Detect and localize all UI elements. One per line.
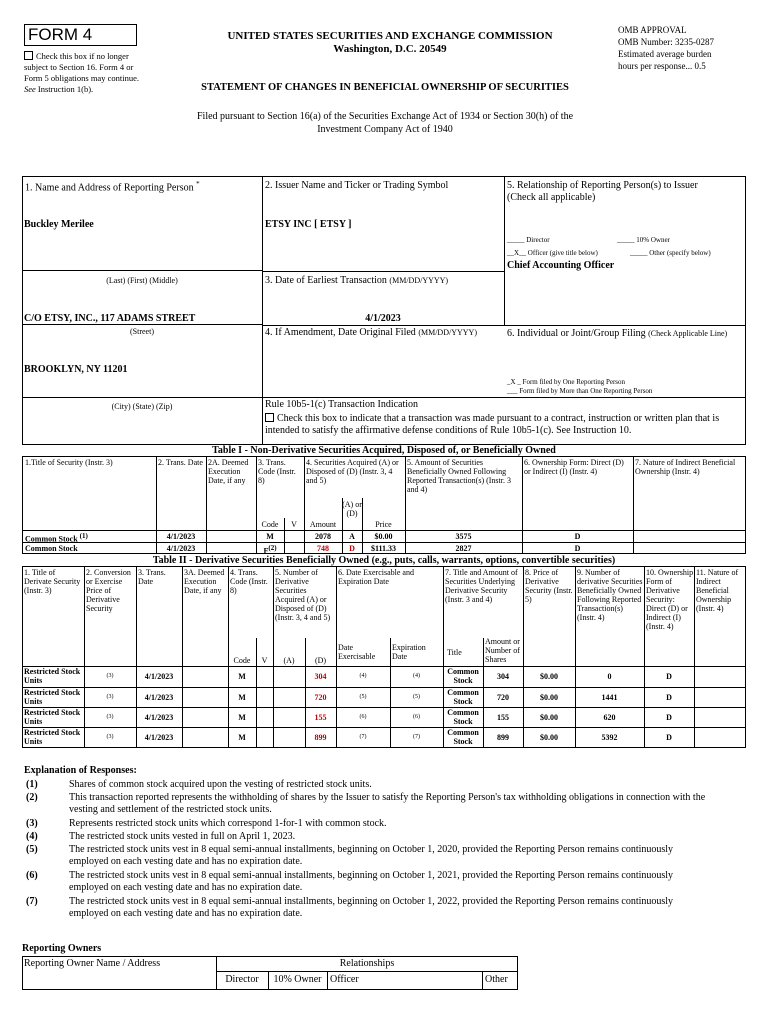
box2-label: 2. Issuer Name and Ticker or Trading Symbol xyxy=(265,180,449,191)
t1-r2-form: D xyxy=(574,544,581,553)
box5-label: 5. Relationship of Reporting Person(s) to Issuer (Check all applicable) xyxy=(507,180,698,203)
t1-h1: 1.Title of Security (Instr. 3) xyxy=(25,458,113,467)
t2-r3-d: 155 xyxy=(314,713,327,722)
t2-r2-title: Restricted Stock Units xyxy=(24,688,81,706)
explanation-number: (1) xyxy=(26,779,38,790)
t2-r3-utitle: Common Stock xyxy=(447,708,479,726)
owners-col-officer: Officer xyxy=(330,974,359,985)
t2-r3-exp: (6) xyxy=(413,714,420,720)
t2-h7: 7. Title and Amount of Securities Underlying Derivative Security (Instr. 3 and 4) xyxy=(445,568,518,604)
explanation-number: (6) xyxy=(26,870,38,881)
explanation-number: (2) xyxy=(26,792,38,803)
explanation-title: Explanation of Responses: xyxy=(24,765,137,776)
t2-r1-uamt: 304 xyxy=(497,672,509,681)
t2-sub-title: Title xyxy=(447,648,462,657)
t2-sub-code: Code xyxy=(233,656,251,665)
agency-line2: Washington, D.C. 20549 xyxy=(333,43,447,55)
t2-r2-utitle: Common Stock xyxy=(447,688,479,706)
relationship-director: _____ Director xyxy=(507,236,550,244)
t2-h11: 11. Nature of Indirect Beneficial Ownership (Instr. 4) xyxy=(696,568,739,613)
t2-sub-v: V xyxy=(261,656,268,665)
t2-r3-conv: (3) xyxy=(106,714,114,720)
explanation-text: The restricted stock units vest in 8 equal semi-annual installments, beginning on October 1, 2022, provided the Reporting Person remains continuously employed on each vesting date and has no expiration date. xyxy=(69,896,674,919)
explanation-number: (7) xyxy=(26,896,38,907)
t1-r1-form: D xyxy=(574,532,581,541)
t2-r3-title: Restricted Stock Units xyxy=(24,708,81,726)
t2-r4-price: $0.00 xyxy=(540,733,558,742)
t2-r3-date: 4/1/2023 xyxy=(144,713,174,722)
t1-sub-price: Price xyxy=(375,520,392,529)
reporting-person-name: Buckley Merilee xyxy=(24,219,94,230)
t2-r4-code: M xyxy=(238,733,246,742)
t1-r2-date: 4/1/2023 xyxy=(166,544,196,553)
t1-sub-aord: (A) or (D) xyxy=(342,500,362,518)
t2-r4-owned: 5392 xyxy=(601,733,618,742)
explanation-text: Shares of common stock acquired upon the vesting of restricted stock units. xyxy=(69,779,372,790)
t2-r4-form: D xyxy=(666,733,672,742)
t2-h1: 1. Title of Derivate Security (Instr. 3) xyxy=(24,568,81,595)
issuer-name: ETSY INC [ ETSY ] xyxy=(265,219,352,230)
filing-one-person: _X _ Form filed by One Reporting Person xyxy=(507,378,626,386)
t2-h3a: 3A. Deemed Execution Date, if any xyxy=(184,568,225,595)
t2-r1-exp: (4) xyxy=(413,673,420,679)
t1-r2-owned: 2827 xyxy=(455,544,472,553)
t2-r1-d: 304 xyxy=(314,672,327,681)
t1-r1-aord: A xyxy=(349,532,355,541)
t2-r4-utitle: Common Stock xyxy=(447,728,479,746)
t2-r3-price: $0.00 xyxy=(540,713,558,722)
box1-label: 1. Name and Address of Reporting Person * xyxy=(25,180,200,194)
t2-r3-uamt: 155 xyxy=(497,713,509,722)
t2-r2-d: 720 xyxy=(314,693,327,702)
t1-r2-code-footnote: (2) xyxy=(268,544,277,552)
t1-r2-amount: 748 xyxy=(317,544,329,553)
t2-r4-exp: (7) xyxy=(413,734,420,740)
t2-sub-d: (D) xyxy=(314,656,327,665)
earliest-transaction-date: 4/1/2023 xyxy=(365,313,401,324)
table2-title: Table II - Derivative Securities Beneficially Owned (e.g., puts, calls, warrants, options, convertible securities) xyxy=(152,555,616,566)
table1-title: Table I - Non-Derivative Securities Acquired, Disposed of, or Beneficially Owned xyxy=(212,445,556,456)
t2-h5: 5. Number of Derivative Securities Acquired (A) or Disposed of (D) (Instr. 3, 4 and 5) xyxy=(275,568,331,622)
t1-sub-v: V xyxy=(291,520,297,529)
explanation-text: The restricted stock units vest in 8 equal semi-annual installments, beginning on October 1, 2021, provided the Reporting Person remains continuously employed on each vesting date and has no expiration date. xyxy=(69,870,674,893)
t2-r4-uamt: 899 xyxy=(497,733,509,742)
explanation-text: The restricted stock units vested in full on April 1, 2023. xyxy=(69,831,296,842)
statement-title: STATEMENT OF CHANGES IN BENEFICIAL OWNERSHIP OF SECURITIES xyxy=(201,82,569,93)
t2-h3: 3. Trans. Date xyxy=(138,568,166,586)
t2-r2-exp: (5) xyxy=(413,694,420,700)
t2-h8: 8. Price of Derivative Security (Instr. 5) xyxy=(525,568,573,604)
t1-sub-amount: Amount xyxy=(309,520,337,529)
t1-h4: 4. Securities Acquired (A) or Disposed of (D) (Instr. 3, 4 and 5) xyxy=(306,458,399,485)
rule-text-block: Check this box to indicate that a transaction was made pursuant to a contract, instruction or written plan that is intended to satisfy the affirmative defense conditions of Rule 10b5-1(c). See Instruction 10. xyxy=(265,413,720,436)
t2-h6: 6. Date Exercisable and Expiration Date xyxy=(338,568,414,586)
explanation-text: The restricted stock units vest in 8 equal semi-annual installments, beginning on October 1, 2020, provided the Reporting Person remains continuously employed on each vesting date and has no expiration date. xyxy=(69,844,674,867)
rule-checkbox[interactable] xyxy=(265,413,274,422)
t2-r1-conv: (3) xyxy=(106,673,114,679)
t1-h6: 6. Ownership Form: Direct (D) or Indirect (I) (Instr. 4) xyxy=(524,458,624,476)
t1-h2: 2. Trans. Date xyxy=(158,458,203,467)
box3-label: 3. Date of Earliest Transaction (MM/DD/YYYY) xyxy=(265,275,449,286)
t2-r1-owned: 0 xyxy=(607,672,612,681)
owners-col-10pct: 10% Owner xyxy=(273,974,322,985)
t2-r3-code: M xyxy=(238,713,246,722)
t2-r4-conv: (3) xyxy=(106,734,114,740)
explanation-number: (5) xyxy=(26,844,38,855)
t1-r1-price: $0.00 xyxy=(374,532,393,541)
t2-r2-date: 4/1/2023 xyxy=(144,693,174,702)
filing-more-persons: ___ Form filed by More than One Reporting Person xyxy=(507,387,653,395)
t1-r1-owned: 3575 xyxy=(455,532,472,541)
owners-col-director: Director xyxy=(225,974,259,985)
city-state-zip: BROOKLYN, NY 11201 xyxy=(24,364,128,375)
agency-line1: UNITED STATES SECURITIES AND EXCHANGE COMMISSION xyxy=(227,30,553,42)
owners-col-other: Other xyxy=(485,974,508,985)
explanation-text: Represents restricted stock units which correspond 1-for-1 with common stock. xyxy=(69,818,387,829)
t2-r2-uamt: 720 xyxy=(497,693,509,702)
filed-pursuant-1: Filed pursuant to Section 16(a) of the Securities Exchange Act of 1934 or Section 30(h) of the xyxy=(196,111,574,122)
officer-title: Chief Accounting Officer xyxy=(507,260,615,271)
t1-r2-title: Common Stock xyxy=(25,544,78,553)
t2-r1-utitle: Common Stock xyxy=(447,667,479,685)
explanation-number: (4) xyxy=(26,831,38,842)
omb-block xyxy=(618,24,758,72)
reporting-owners-title: Reporting Owners xyxy=(22,943,102,954)
t1-h3: 3. Trans. Code (Instr. 8) xyxy=(258,458,296,485)
t2-r1-exer: (4) xyxy=(359,673,367,679)
t2-r3-form: D xyxy=(666,713,672,722)
t2-r3-exer: (6) xyxy=(359,714,367,720)
filed-pursuant-2: Investment Company Act of 1940 xyxy=(317,124,453,135)
form-title: FORM 4 xyxy=(28,25,93,44)
t1-h7: 7. Nature of Indirect Beneficial Ownership (Instr. 4) xyxy=(635,458,736,476)
t1-r1-footnote: (1) xyxy=(79,532,88,540)
t2-sub-amt: Amount or Number of Shares xyxy=(485,637,520,664)
t2-r4-d: 899 xyxy=(314,733,327,742)
t2-h10: 10. Ownership Form of Derivative Security: Direct (D) or Indirect (I) (Instr. 4) xyxy=(646,568,694,631)
omb-number: OMB Number: 3235-0287 xyxy=(618,37,714,47)
omb-burden: Estimated average burden xyxy=(618,49,712,59)
t1-h5: 5. Amount of Securities Beneficially Owned Following Reported Transaction(s) (Instr. 3 and 4) xyxy=(407,458,511,494)
t2-r2-exer: (5) xyxy=(359,694,367,700)
t2-sub-exer: Date Exercisable xyxy=(338,643,376,661)
t1-r1-code: M xyxy=(266,532,274,541)
t1-r2-code: $F^{(2)}$ xyxy=(263,544,277,556)
t2-r1-price: $0.00 xyxy=(540,672,558,681)
t1-r2-aord: D xyxy=(349,544,355,553)
box6-label: 6. Individual or Joint/Group Filing (Check Applicable Line) xyxy=(507,328,728,339)
name-sublabel: (Last) (First) (Middle) xyxy=(106,276,178,285)
owners-col-name: Reporting Owner Name / Address xyxy=(24,958,161,969)
t2-r1-code: M xyxy=(238,672,246,681)
t1-r1-date: 4/1/2023 xyxy=(166,532,196,541)
t2-r2-form: D xyxy=(666,693,672,702)
t2-r1-form: D xyxy=(666,672,672,681)
relationship-officer: __X__ Officer (give title below) xyxy=(507,249,598,257)
t2-r3-owned: 620 xyxy=(603,713,616,722)
t2-r2-conv: (3) xyxy=(106,694,114,700)
t2-r4-exer: (7) xyxy=(359,734,367,740)
omb-approval: OMB APPROVAL xyxy=(618,25,687,35)
t1-r1-title: Common Stock $^{(1)}$ xyxy=(25,532,88,544)
t2-h4: 4. Trans. Code (Instr. 8) xyxy=(230,568,268,595)
street-address: C/O ETSY, INC., 117 ADAMS STREET xyxy=(24,313,196,324)
t2-sub-a: (A) xyxy=(283,656,295,665)
t1-h2a: 2A. Deemed Execution Date, if any xyxy=(208,458,249,485)
street-sublabel: (Street) xyxy=(130,327,154,336)
t2-r4-date: 4/1/2023 xyxy=(144,733,174,742)
explanation-number: (3) xyxy=(26,818,38,829)
relationship-other: _____ Other (specify below) xyxy=(630,249,711,257)
box1-footnote: * xyxy=(196,180,200,188)
box4-label: 4. If Amendment, Date Original Filed (MM/DD/YYYY) xyxy=(265,327,477,338)
t2-r2-price: $0.00 xyxy=(540,693,558,702)
t1-r1-amount: 2078 xyxy=(315,532,331,541)
t1-r2-price: $111.33 xyxy=(370,544,397,553)
t2-sub-exp: Expiration Date xyxy=(392,643,426,661)
t2-r4-title: Restricted Stock Units xyxy=(24,728,81,746)
t2-r1-date: 4/1/2023 xyxy=(144,672,174,681)
owners-col-relationships: Relationships xyxy=(339,958,395,969)
section16-checkbox[interactable] xyxy=(24,51,33,60)
t1-sub-code: Code xyxy=(261,520,279,529)
explanation-text: This transaction reported represents the withholding of shares by the Issuer to satisfy the Reporting Person's tax withholding obligations in connection with the vesting and settlement of the restricted stock units. xyxy=(69,792,706,815)
t2-r2-code: M xyxy=(238,693,246,702)
city-sublabel: (City) (State) (Zip) xyxy=(111,402,173,411)
t2-r1-title: Restricted Stock Units xyxy=(24,667,81,685)
t2-r2-owned: 1441 xyxy=(601,693,618,702)
t2-h9: 9. Number of derivative Securities Beneficially Owned Following Reported Transaction(s) (Instr. 4) xyxy=(577,568,643,622)
omb-hours: hours per response... 0.5 xyxy=(618,61,706,71)
rule-title: Rule 10b5-1(c) Transaction Indication xyxy=(265,399,419,410)
relationship-10pct: _____ 10% Owner xyxy=(617,236,670,244)
section16-checkbox-text: Check this box if no longer subject to Section 16. Form 4 or Form 5 obligations may continue. See Instruction 1(b). xyxy=(24,51,139,94)
t2-h2: 2. Conversion or Exercise Price of Derivative Security xyxy=(86,568,131,613)
